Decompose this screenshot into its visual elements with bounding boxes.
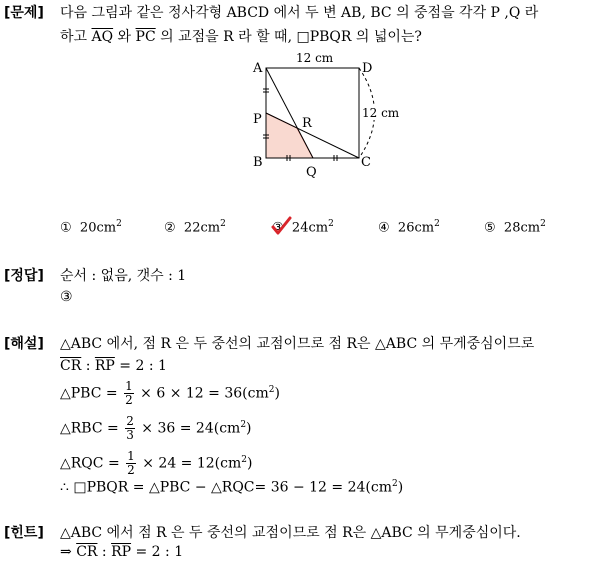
label-q: Q <box>306 165 317 180</box>
choice-1[interactable]: ① $20cm^2$ <box>60 219 122 236</box>
label-p: P <box>253 112 262 127</box>
square-figure <box>240 50 410 180</box>
answer-line-2: ③ <box>60 289 73 305</box>
solution-conclusion: ∴ □PBQR = △PBC − △RQC= $36 - 12 = 24(cm^2)$ <box>60 479 404 496</box>
hint-tag: [힌트] <box>4 525 44 541</box>
problem-line-1: 다음 그림과 같은 정사각형 ABCD 에서 두 변 AB, BC 의 중점을 각각 P ,Q 라 <box>60 5 539 21</box>
label-c: C <box>361 155 371 170</box>
choice-2[interactable]: ② $22cm^2$ <box>164 219 226 236</box>
label-b: B <box>253 155 263 170</box>
label-d: D <box>362 61 373 76</box>
right-length-label: 12 cm <box>362 106 400 120</box>
solution-line-1: △ABC 에서, 점 R 은 두 중선의 교점이므로 점 R은 △ABC 의 무게중심이므로 <box>60 336 535 352</box>
hint-ratio: ⇒ $\overline{CR}$ : $\overline{RP} = 2$ : 1 <box>60 544 184 560</box>
solution-tag: [해설] <box>4 336 44 352</box>
label-a: A <box>253 61 263 76</box>
checkmark-icon <box>270 216 292 238</box>
solution-pbc: △PBC = $\frac{1}{2}$ × $6 \times 12 = 36(cm^2)$ <box>60 379 280 408</box>
solution-ratio: $\overline{CR}$ : $\overline{RP} = 2$ : 1 <box>60 358 167 374</box>
choice-5[interactable]: ⑤ $28cm^2$ <box>484 219 546 236</box>
problem-line-2: 하고 $\overline{AQ}$ 와 $\overline{PC}$ 의 교점을 R 라 할 때, □PBQR 의 넓이는? <box>60 29 422 45</box>
top-length-label: 12 cm <box>296 51 334 65</box>
choice-3[interactable]: ③ $24cm^2$ <box>272 219 334 236</box>
answer-tag: [정답] <box>4 268 44 284</box>
choice-4[interactable]: ④ $26cm^2$ <box>378 219 440 236</box>
solution-rbc: △RBC = $\frac{2}{3}$ × $36 = 24(cm^2)$ <box>60 414 252 443</box>
answer-line-1: 순서 : 없음, 갯수 : 1 <box>60 268 187 284</box>
problem-tag: [문제] <box>4 5 44 21</box>
label-r: R <box>302 116 312 131</box>
solution-rqc: △RQC = $\frac{1}{2}$ × $24 = 12(cm^2)$ <box>60 449 253 478</box>
hint-line-1: △ABC 에서 점 R 은 두 중선의 교점이므로 점 R은 △ABC 의 무게중심이다. <box>60 525 521 541</box>
